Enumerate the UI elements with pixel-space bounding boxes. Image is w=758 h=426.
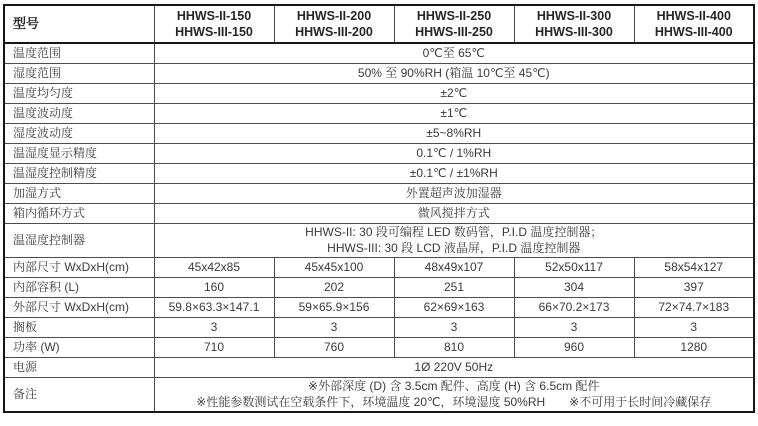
cell-value: 251 [394, 278, 514, 298]
cell-value: 3 [634, 318, 754, 338]
model-column-300 [514, 5, 634, 43]
cell-value: 66×70.2×173 [514, 298, 634, 318]
row-shelves [4, 318, 754, 338]
model-name: HHWS-II-200 [296, 8, 372, 23]
cell-value: 160 [154, 278, 274, 298]
model-name: HHWS-III-300 [535, 25, 613, 39]
cell-value: 0.1℃ / 1%RH [154, 144, 754, 164]
model-column-150 [154, 5, 274, 43]
cell-value: 45x45x100 [274, 258, 394, 278]
row-label: 搁板 [4, 318, 154, 338]
row-label: 箱内循环方式 [4, 204, 154, 224]
row-temperature-uniformity [4, 84, 754, 104]
row-external-dimensions [4, 298, 754, 318]
row-control-accuracy [4, 164, 754, 184]
row-label: 温度范围 [4, 43, 154, 64]
model-name: HHWS-II-250 [416, 8, 492, 23]
cell-value: 810 [394, 338, 514, 358]
cell-value: 304 [514, 278, 634, 298]
row-label: 温湿度控制器 [4, 224, 154, 258]
cell-value: 3 [154, 318, 274, 338]
cell-value: 760 [274, 338, 394, 358]
row-power [4, 338, 754, 358]
row-label: 温湿度显示精度 [4, 144, 154, 164]
row-internal-circulation [4, 204, 754, 224]
model-column-400 [634, 5, 754, 43]
cell-value: 52x50x117 [514, 258, 634, 278]
row-humidification-method [4, 184, 754, 204]
row-internal-volume [4, 278, 754, 298]
model-column-250 [394, 5, 514, 43]
cell-value: 48x49x107 [394, 258, 514, 278]
row-label: 电源 [4, 358, 154, 378]
row-model-header [4, 5, 754, 43]
model-name: HHWS-III-150 [175, 25, 253, 39]
model-name: HHWS-III-400 [654, 25, 733, 39]
model-name: HHWS-III-200 [295, 25, 373, 39]
row-label: 温度波动度 [4, 104, 154, 124]
controller-line-2: HHWS-III: 30 段 LCD 液晶屏，P.I.D 温度控制器 [327, 240, 581, 255]
cell-value: 45x42x85 [154, 258, 274, 278]
controller-line-1: HHWS-II: 30 段可编程 LED 数码管，P.I.D 温度控制器； [305, 225, 603, 239]
row-internal-dimensions [4, 258, 754, 278]
row-label: 内部容积 (L) [4, 278, 154, 298]
cell-value: 59.8×63.3×147.1 [154, 298, 274, 318]
row-temperature-fluctuation [4, 104, 754, 124]
spec-table [3, 4, 755, 413]
cell-value: 202 [274, 278, 394, 298]
cell-value: 960 [514, 338, 634, 358]
cell-value: 3 [514, 318, 634, 338]
row-remarks [4, 378, 754, 413]
cell-value: 50% 至 90%RH (箱温 10℃至 45℃) [154, 64, 754, 84]
row-display-accuracy [4, 144, 754, 164]
cell-value: 0℃至 65℃ [154, 43, 754, 64]
row-label: 内部尺寸 WxDxH(cm) [4, 258, 154, 278]
cell-value: 外置超声波加湿器 [154, 184, 754, 204]
row-label: 温湿度控制精度 [4, 164, 154, 184]
model-column-200 [274, 5, 394, 43]
cell-value: ±2℃ [154, 84, 754, 104]
cell-value: 1280 [634, 338, 754, 358]
cell-value: 58x54x127 [634, 258, 754, 278]
model-name: HHWS-II-300 [536, 8, 612, 23]
cell-value: 62×69×163 [394, 298, 514, 318]
cell-value [154, 378, 754, 413]
model-name: HHWS-III-250 [415, 25, 493, 39]
model-header-label: 型号 [4, 5, 154, 43]
cell-value: ±5~8%RH [154, 124, 754, 144]
row-temperature-controller [4, 224, 754, 258]
row-label: 备注 [4, 378, 154, 413]
model-name: HHWS-II-150 [176, 8, 252, 23]
row-power-supply [4, 358, 754, 378]
cell-value: 3 [394, 318, 514, 338]
row-temperature-range [4, 43, 754, 64]
row-humidity-range [4, 64, 754, 84]
row-label: 湿度波动度 [4, 124, 154, 144]
cell-value: 397 [634, 278, 754, 298]
cell-value: 710 [154, 338, 274, 358]
cell-value: ±0.1℃ / ±1%RH [154, 164, 754, 184]
row-label: 温度均匀度 [4, 84, 154, 104]
cell-value: 72×74.7×183 [634, 298, 754, 318]
row-label: 湿度范围 [4, 64, 154, 84]
remark-line-2: ※性能参数测试在空载条件下，环境温度 20℃，环境湿度 50%RH ※不可用于长时间冷藏保存 [196, 394, 712, 409]
cell-value: 3 [274, 318, 394, 338]
cell-value: ±1℃ [154, 104, 754, 124]
row-label: 外部尺寸 WxDxH(cm) [4, 298, 154, 318]
row-humidity-fluctuation [4, 124, 754, 144]
cell-value [154, 224, 754, 258]
cell-value: 微风搅拌方式 [154, 204, 754, 224]
cell-value: 1Ø 220V 50Hz [154, 358, 754, 378]
cell-value: 59×65.9×156 [274, 298, 394, 318]
model-name: HHWS-II-400 [656, 8, 731, 23]
row-label: 加湿方式 [4, 184, 154, 204]
remark-line-1: ※外部深度 (D) 含 3.5cm 配件、高度 (H) 含 6.5cm 配件 [308, 379, 600, 394]
row-label: 功率 (W) [4, 338, 154, 358]
